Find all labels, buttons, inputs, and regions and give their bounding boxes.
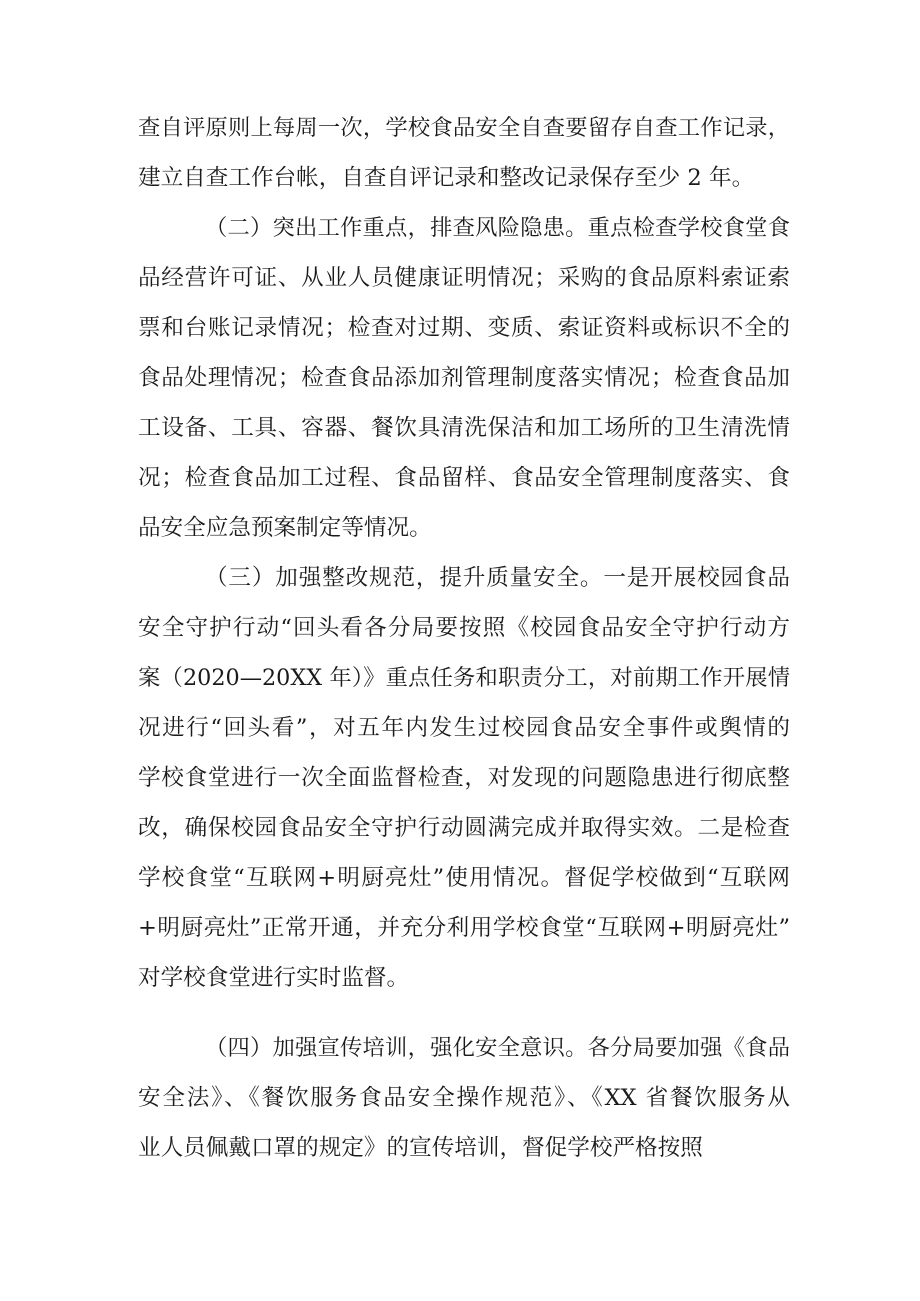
text-line: 品经营许可证、从业人员健康证明情况；采购的食品原料索证索 [138, 265, 790, 291]
text-line: 改，确保校园食品安全守护行动圆满完成并取得实效。二是检查 [138, 815, 790, 841]
paragraph-heading-line: （二）突出工作重点，排查风险隐患。重点检查学校食堂食 [205, 215, 790, 241]
text-line: 况进行“回头看”，对五年内发生过校园食品安全事件或舆情的 [138, 715, 790, 741]
text-line: 食品处理情况；检查食品添加剂管理制度落实情况；检查食品加 [138, 365, 790, 391]
text-line: 查自评原则上每周一次，学校食品安全自查要留存自查工作记录， [138, 115, 790, 141]
text-line: 品安全应急预案制定等情况。 [138, 515, 432, 541]
paragraph-heading-line: （三）加强整改规范，提升质量安全。一是开展校园食品 [205, 565, 790, 591]
text-line: 对学校食堂进行实时监督。 [138, 965, 410, 991]
text-line: +明厨亮灶”正常开通，并充分利用学校食堂“互联网+明厨亮灶” [138, 915, 790, 941]
text-line: 工设备、工具、容器、餐饮具清洗保洁和加工场所的卫生清洗情 [138, 415, 790, 441]
text-line: 学校食堂进行一次全面监督检查，对发现的问题隐患进行彻底整 [138, 765, 790, 791]
text-line: 安全守护行动“回头看各分局要按照《校园食品安全守护行动方 [138, 615, 790, 641]
text-line: 况；检查食品加工过程、食品留样、食品安全管理制度落实、食 [138, 465, 790, 491]
text-line: 建立自查工作台帐，自查自评记录和整改记录保存至少 2 年。 [138, 165, 755, 191]
text-line: 安全法》、《餐饮服务食品安全操作规范》、《XX 省餐饮服务从 [138, 1085, 790, 1111]
text-line: 业人员佩戴口罩的规定》的宣传培训，督促学校严格按照 [138, 1135, 703, 1161]
text-line: 案（2020—20XX 年）》重点任务和职责分工，对前期工作开展情 [138, 665, 790, 691]
text-line: 票和台账记录情况；检查对过期、变质、索证资料或标识不全的 [138, 315, 790, 341]
text-line: 学校食堂“互联网+明厨亮灶”使用情况。督促学校做到“互联网 [138, 865, 790, 891]
paragraph-heading-line: （四）加强宣传培训，强化安全意识。各分局要加强《食品 [205, 1035, 790, 1061]
